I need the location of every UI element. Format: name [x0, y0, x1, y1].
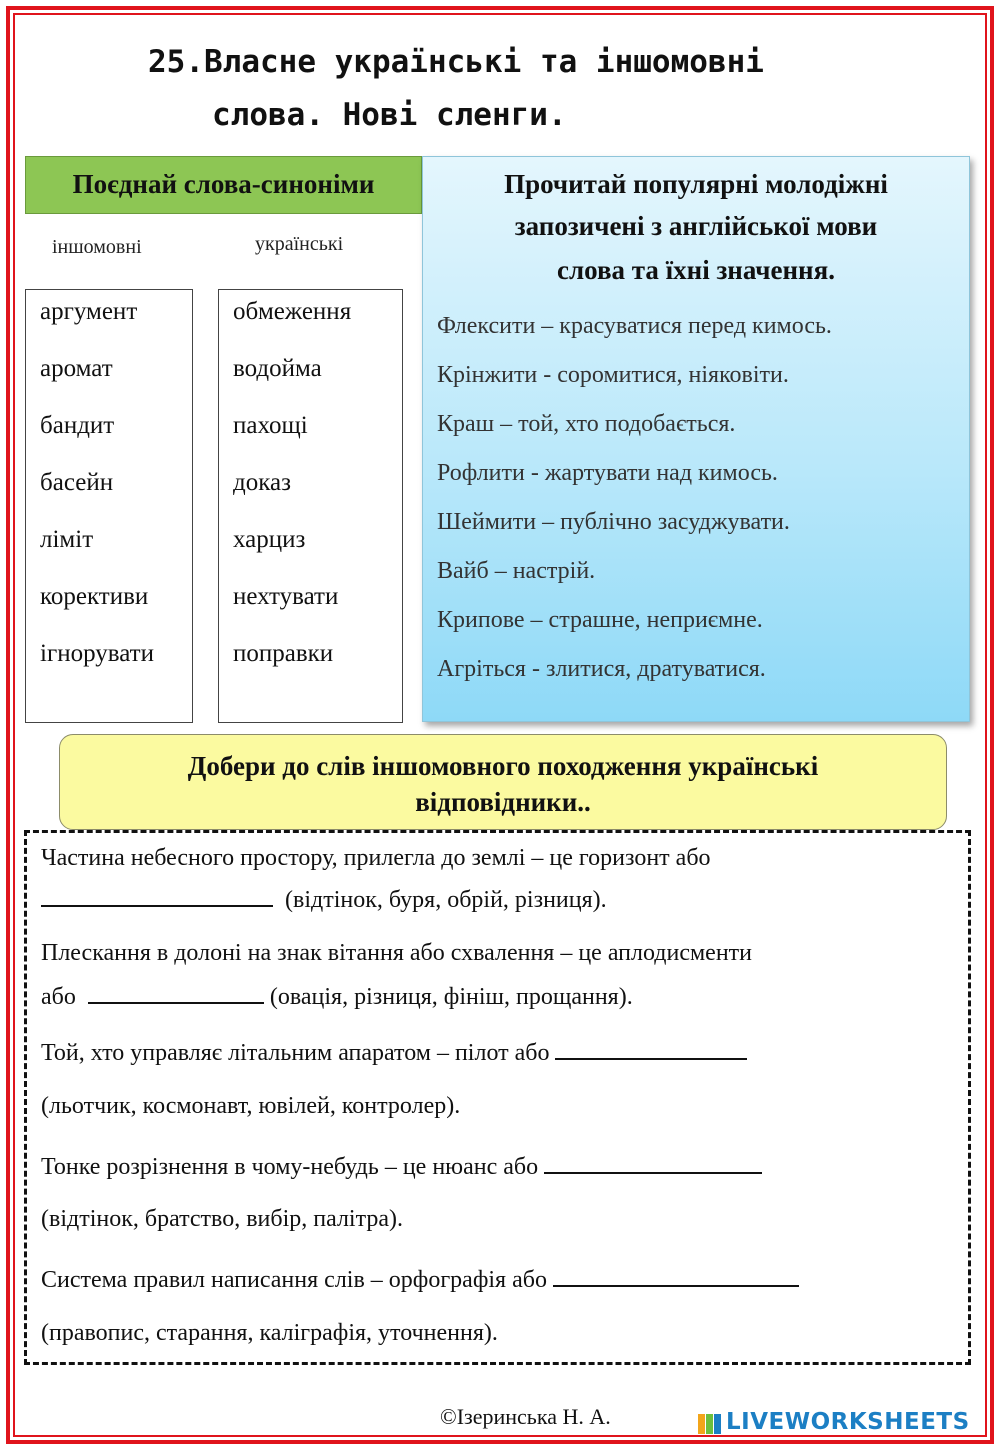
page-title-line-2: слова. Нові сленги. [212, 97, 567, 133]
exercise-4-options: (відтінок, братство, вибір, палітра). [41, 1206, 404, 1232]
exercise-2-options: (овація, різниця, фініш, прощання). [269, 984, 633, 1010]
page-title-line-1 [148, 44, 764, 80]
slang-item: Агріться - злитися, дратуватися. [437, 656, 766, 682]
ukrainian-word[interactable]: пахощі [233, 412, 308, 439]
slang-item: Крінжити - соромитися, ніяковіти. [437, 362, 789, 388]
ukrainian-word[interactable]: доказ [233, 469, 291, 496]
foreign-word[interactable]: аргумент [40, 298, 138, 325]
slang-item: Рофлити - жартувати над кимось. [437, 460, 778, 486]
exercise-1-answer-line [41, 883, 955, 914]
slang-item: Флексити – красуватися перед кимось. [437, 313, 832, 339]
answer-blank-3[interactable] [555, 1036, 747, 1060]
ukrainian-word[interactable]: водойма [233, 355, 322, 382]
answer-blank-1[interactable] [41, 883, 273, 907]
ukrainian-column-label: українські [255, 233, 344, 255]
task-header-line-1: Добери до слів іншомовного походження українські [187, 751, 819, 781]
ukrainian-word[interactable]: нехтувати [233, 583, 339, 610]
answer-blank-4[interactable] [544, 1150, 762, 1174]
task-header-line-2: відповідники.. [415, 787, 591, 817]
copyright-note: ©Ізеринська Н. А. [440, 1404, 611, 1429]
exercise-3-options: (льотчик, космонавт, ювілей, контролер). [41, 1093, 461, 1119]
title-number: 25. [148, 44, 204, 80]
foreign-word[interactable]: басейн [40, 469, 114, 496]
foreign-column-label: іншомовні [52, 236, 142, 258]
title-text-1: Власне українські та іншомовні [204, 44, 764, 80]
exercise-3-sentence: Той, хто управляє літальним апаратом – пілот або [41, 1040, 550, 1066]
slang-item: Крипове – страшне, неприємне. [437, 607, 763, 633]
answer-blank-5[interactable] [553, 1263, 799, 1287]
slang-item: Шеймити – публічно засуджувати. [437, 509, 790, 535]
exercise-2-sentence: Плескання в долоні на знак вітання або схвалення – це аплодисменти [41, 940, 753, 966]
liveworksheets-logo-icon [697, 1411, 723, 1437]
exercise-1-sentence: Частина небесного простору, прилегла до землі – це горизонт або [41, 845, 711, 871]
ukrainian-words-box [218, 289, 403, 723]
exercise-3-line [41, 1036, 955, 1067]
slang-item: Краш – той, хто подобається. [437, 411, 736, 437]
exercise-5-sentence: Система правил написання слів – орфографія або [41, 1267, 547, 1293]
exercise-4-sentence: Тонке розрізнення в чому-небудь – це нюанс або [41, 1154, 539, 1180]
exercise-1-options: (відтінок, буря, обрій, різниця). [285, 887, 607, 913]
foreign-word[interactable]: бандит [40, 412, 115, 439]
foreign-word[interactable]: аромат [40, 355, 113, 382]
synonyms-header: Поєднай слова-синоніми [25, 156, 422, 214]
exercise-2-prefix: або [41, 984, 76, 1010]
slang-title-line-2: запозичені з англійської мови [514, 211, 878, 241]
exercise-5-options: (правопис, старання, каліграфія, уточнення). [41, 1320, 498, 1346]
slang-info-box [422, 156, 970, 722]
slang-title-line-1: Прочитай популярні молодіжні [504, 169, 888, 199]
slang-item: Вайб – настрій. [437, 558, 596, 584]
liveworksheets-brand[interactable]: LIVEWORKSHEETS [726, 1409, 970, 1435]
answer-blank-2[interactable] [88, 980, 264, 1004]
exercise-4-line [41, 1150, 955, 1181]
ukrainian-word[interactable]: поправки [233, 640, 334, 667]
slang-title-line-3: слова та їхні значення. [557, 255, 835, 285]
ukrainian-word[interactable]: обмеження [233, 298, 352, 325]
foreign-word[interactable]: ліміт [40, 526, 94, 553]
foreign-word[interactable]: корективи [40, 583, 149, 610]
task-header-box [59, 734, 947, 830]
foreign-word[interactable]: ігнорувати [40, 640, 154, 667]
ukrainian-word[interactable]: харциз [233, 526, 306, 553]
exercise-2-answer-line [41, 980, 955, 1011]
foreign-words-box [25, 289, 193, 723]
exercise-5-line [41, 1263, 955, 1294]
